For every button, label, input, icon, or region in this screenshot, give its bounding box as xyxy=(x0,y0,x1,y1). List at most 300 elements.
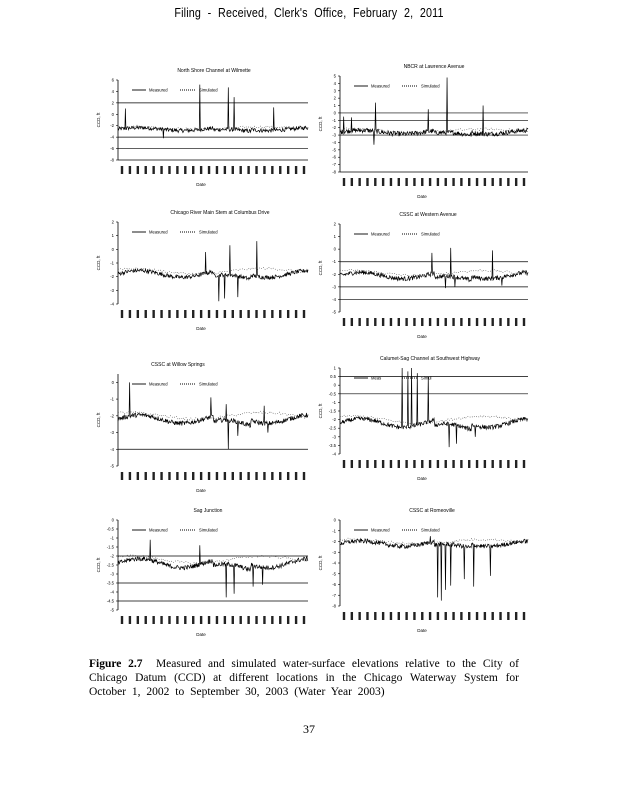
x-tick-label xyxy=(271,310,273,318)
y-tick-label: -2 xyxy=(110,553,114,559)
y-tick-label: 1 xyxy=(333,365,336,371)
x-tick-label xyxy=(168,310,170,318)
y-tick-label: -2.5 xyxy=(328,425,336,431)
legend-measured-label: Meas xyxy=(371,375,382,381)
x-tick-label xyxy=(421,178,423,186)
x-tick-label xyxy=(366,318,368,326)
x-tick-label xyxy=(232,166,234,174)
y-tick-label: 2 xyxy=(333,221,336,227)
x-tick-label xyxy=(413,318,415,326)
y-tick-label: 0 xyxy=(111,111,114,117)
y-tick-label: -4 xyxy=(332,139,336,145)
x-tick-label xyxy=(445,460,447,468)
legend-simulated-label: Simulated xyxy=(421,83,440,89)
x-tick-label xyxy=(374,318,376,326)
x-tick-label xyxy=(239,166,241,174)
x-tick-label xyxy=(271,472,273,480)
x-tick-label xyxy=(247,472,249,480)
y-axis-label: CCD, ft xyxy=(318,260,323,276)
x-tick-label xyxy=(343,460,345,468)
y-tick-label: -4.5 xyxy=(106,598,114,604)
x-tick-label xyxy=(429,612,431,620)
x-tick-label xyxy=(358,318,360,326)
x-tick-label xyxy=(303,166,305,174)
x-tick-label xyxy=(239,472,241,480)
y-tick-label: -5 xyxy=(110,463,114,469)
x-tick-label xyxy=(398,460,400,468)
y-tick-label: -8 xyxy=(332,169,336,175)
y-tick-label: 0 xyxy=(333,517,336,523)
x-axis-label: Date xyxy=(196,326,206,331)
x-axis-label: Date xyxy=(417,334,427,339)
x-axis-label: Date xyxy=(196,632,206,637)
chart-panel-3 xyxy=(96,210,308,331)
y-tick-label: -5 xyxy=(332,571,336,577)
x-tick-label xyxy=(382,460,384,468)
x-tick-label xyxy=(168,616,170,624)
legend-simulated-label: Simul xyxy=(421,375,432,381)
y-tick-label: -3 xyxy=(332,284,336,290)
x-tick-label xyxy=(176,166,178,174)
x-tick-label xyxy=(374,612,376,620)
x-tick-label xyxy=(129,616,131,624)
x-tick-label xyxy=(224,310,226,318)
y-tick-label: 1 xyxy=(333,234,336,240)
legend-measured-label: Measured xyxy=(371,527,390,533)
x-tick-label xyxy=(152,616,154,624)
legend-simulated-label: Simulated xyxy=(199,381,218,387)
chart-title: CSSC at Romeoville xyxy=(409,508,455,514)
x-tick-label xyxy=(491,612,493,620)
page-number: 37 xyxy=(303,722,315,736)
x-tick-label xyxy=(168,166,170,174)
x-tick-label xyxy=(484,318,486,326)
y-tick-label: -4 xyxy=(332,296,336,302)
x-tick-label xyxy=(366,612,368,620)
y-tick-label: -5 xyxy=(332,309,336,315)
y-tick-label: -1 xyxy=(110,535,114,541)
y-tick-label: 0 xyxy=(333,382,336,388)
x-tick-label xyxy=(129,310,131,318)
x-tick-label xyxy=(145,166,147,174)
x-tick-label xyxy=(499,318,501,326)
chart-title: NBCR at Lawrence Avenue xyxy=(403,64,465,70)
x-tick-label xyxy=(137,166,139,174)
y-tick-label: -2 xyxy=(332,417,336,423)
x-tick-label xyxy=(390,318,392,326)
y-tick-label: -0.5 xyxy=(106,526,114,532)
y-tick-label: -1 xyxy=(110,396,114,402)
x-tick-label xyxy=(200,310,202,318)
y-tick-label: -8 xyxy=(332,603,336,609)
x-tick-label xyxy=(303,310,305,318)
x-tick-label xyxy=(121,616,123,624)
x-tick-label xyxy=(343,178,345,186)
x-axis-label: Date xyxy=(196,488,206,493)
x-axis-label: Date xyxy=(417,194,427,199)
y-tick-label: -4 xyxy=(110,301,114,307)
y-tick-label: -2 xyxy=(332,271,336,277)
page-header: Filing - Received, Clerk's Office, February 2, 2011 xyxy=(174,6,444,20)
x-tick-label xyxy=(491,178,493,186)
y-tick-label: -8 xyxy=(110,157,114,163)
x-tick-label xyxy=(507,460,509,468)
x-tick-label xyxy=(491,318,493,326)
x-tick-label xyxy=(287,616,289,624)
x-tick-label xyxy=(129,166,131,174)
x-tick-label xyxy=(295,616,297,624)
x-tick-label xyxy=(232,472,234,480)
x-tick-label xyxy=(523,612,525,620)
y-tick-label: 0 xyxy=(111,379,114,385)
x-tick-label xyxy=(239,310,241,318)
x-tick-label xyxy=(184,166,186,174)
x-tick-label xyxy=(232,616,234,624)
x-tick-label xyxy=(152,166,154,174)
x-tick-label xyxy=(499,460,501,468)
x-tick-label xyxy=(507,318,509,326)
x-tick-label xyxy=(343,318,345,326)
x-tick-label xyxy=(523,460,525,468)
y-tick-label: 4 xyxy=(111,88,114,94)
x-tick-label xyxy=(452,178,454,186)
chart-title: Calumet-Sag Channel at Southwest Highway xyxy=(379,356,481,362)
y-tick-label: -1 xyxy=(110,260,114,266)
x-tick-label xyxy=(437,460,439,468)
legend-measured-label: Measured xyxy=(371,231,390,237)
x-tick-label xyxy=(208,472,210,480)
x-tick-label xyxy=(421,318,423,326)
y-tick-label: 0 xyxy=(111,246,114,252)
x-tick-label xyxy=(523,178,525,186)
legend-simulated-label: Simulated xyxy=(421,527,440,533)
series-measured xyxy=(340,368,528,447)
x-tick-label xyxy=(476,612,478,620)
x-tick-label xyxy=(255,616,257,624)
y-tick-label: 0.5 xyxy=(330,374,336,380)
x-tick-label xyxy=(255,472,257,480)
x-tick-label xyxy=(216,616,218,624)
y-tick-label: -1 xyxy=(332,117,336,123)
x-tick-label xyxy=(343,612,345,620)
y-axis-label: CCD, ft xyxy=(96,255,101,271)
series-measured xyxy=(118,382,308,449)
y-tick-label: -4 xyxy=(110,134,114,140)
x-tick-label xyxy=(184,616,186,624)
y-tick-label: -3 xyxy=(332,549,336,555)
y-tick-label: -1 xyxy=(332,259,336,265)
series-measured xyxy=(118,241,308,301)
figure-label: Figure 2.7 xyxy=(89,658,143,670)
x-tick-label xyxy=(160,472,162,480)
y-tick-label: -2 xyxy=(110,274,114,280)
x-tick-label xyxy=(358,612,360,620)
legend-measured-label: Measured xyxy=(149,527,168,533)
x-tick-label xyxy=(255,166,257,174)
x-tick-label xyxy=(515,178,517,186)
x-tick-label xyxy=(452,318,454,326)
x-tick-label xyxy=(224,166,226,174)
x-tick-label xyxy=(160,310,162,318)
x-tick-label xyxy=(460,460,462,468)
x-tick-label xyxy=(279,166,281,174)
x-tick-label xyxy=(247,166,249,174)
figure-caption xyxy=(89,657,519,699)
x-tick-label xyxy=(468,460,470,468)
y-tick-label: 2 xyxy=(333,95,336,101)
chart-title: Chicago River Main Stem at Columbus Drive xyxy=(170,210,270,216)
x-tick-label xyxy=(429,178,431,186)
y-tick-label: -3 xyxy=(110,430,114,436)
x-tick-label xyxy=(216,472,218,480)
x-tick-label xyxy=(224,616,226,624)
x-tick-label xyxy=(476,318,478,326)
x-tick-label xyxy=(176,472,178,480)
x-tick-label xyxy=(429,460,431,468)
y-tick-label: -1.5 xyxy=(328,408,336,414)
x-tick-label xyxy=(460,612,462,620)
x-tick-label xyxy=(382,318,384,326)
x-tick-label xyxy=(398,178,400,186)
x-tick-label xyxy=(232,310,234,318)
x-tick-label xyxy=(405,460,407,468)
x-tick-label xyxy=(184,472,186,480)
legend-simulated-label: Simulated xyxy=(199,87,218,93)
chart-panel-1 xyxy=(96,68,308,187)
x-tick-label xyxy=(160,616,162,624)
y-tick-label: -1.5 xyxy=(106,544,114,550)
y-tick-label: -2.5 xyxy=(106,562,114,568)
x-tick-label xyxy=(476,460,478,468)
y-tick-label: -4 xyxy=(332,451,336,457)
x-tick-label xyxy=(374,178,376,186)
x-tick-label xyxy=(382,178,384,186)
x-tick-label xyxy=(413,178,415,186)
x-tick-label xyxy=(208,616,210,624)
y-tick-label: -4 xyxy=(110,589,114,595)
x-tick-label xyxy=(303,616,305,624)
y-tick-label: 0 xyxy=(333,246,336,252)
x-tick-label xyxy=(484,612,486,620)
x-tick-label xyxy=(176,310,178,318)
y-axis-label: CCD, ft xyxy=(96,112,101,128)
x-tick-label xyxy=(295,166,297,174)
x-tick-label xyxy=(366,178,368,186)
x-tick-label xyxy=(452,460,454,468)
chart-title: CSSC at Willow Springs xyxy=(151,362,205,368)
y-tick-label: 6 xyxy=(111,77,114,83)
x-tick-label xyxy=(429,318,431,326)
x-tick-label xyxy=(121,310,123,318)
x-tick-label xyxy=(351,612,353,620)
series-measured xyxy=(340,248,528,288)
y-tick-label: 3 xyxy=(333,88,336,94)
chart-title: North Shore Channel at Wilmette xyxy=(177,68,251,74)
y-tick-label: -3 xyxy=(110,571,114,577)
x-tick-label xyxy=(279,616,281,624)
chart-panel-7 xyxy=(96,508,308,637)
y-tick-label: -2 xyxy=(332,125,336,131)
x-tick-label xyxy=(263,472,265,480)
figure-caption-text: Measured and simulated water-surface elevations relative to the City of Chicago Datum (CCD) at different locations in the Chicago Waterway System for October 1, 2002 to September 30, 2003 (Water Year 2003) xyxy=(89,658,520,698)
chart-panel-5 xyxy=(96,362,308,493)
x-tick-label xyxy=(413,612,415,620)
x-tick-label xyxy=(507,178,509,186)
x-tick-label xyxy=(295,472,297,480)
legend-measured-label: Measured xyxy=(149,381,168,387)
x-tick-label xyxy=(192,616,194,624)
x-tick-label xyxy=(460,318,462,326)
x-tick-label xyxy=(507,612,509,620)
y-tick-label: -6 xyxy=(332,154,336,160)
x-tick-label xyxy=(476,178,478,186)
x-tick-label xyxy=(358,460,360,468)
x-tick-label xyxy=(468,318,470,326)
x-tick-label xyxy=(437,318,439,326)
y-tick-label: 5 xyxy=(333,73,336,79)
chart-panel-8 xyxy=(318,508,528,633)
x-tick-label xyxy=(468,178,470,186)
x-tick-label xyxy=(137,310,139,318)
y-tick-label: -5 xyxy=(110,607,114,613)
chart-title: Sag Junction xyxy=(193,508,223,514)
x-tick-label xyxy=(200,472,202,480)
x-tick-label xyxy=(523,318,525,326)
y-tick-label: 2 xyxy=(111,219,114,225)
x-tick-label xyxy=(145,472,147,480)
x-tick-label xyxy=(351,178,353,186)
x-tick-label xyxy=(295,310,297,318)
x-tick-label xyxy=(287,472,289,480)
series-measured xyxy=(340,536,528,601)
x-tick-label xyxy=(390,178,392,186)
x-tick-label xyxy=(247,310,249,318)
x-tick-label xyxy=(137,616,139,624)
x-tick-label xyxy=(263,310,265,318)
x-tick-label xyxy=(121,472,123,480)
x-tick-label xyxy=(160,166,162,174)
x-tick-label xyxy=(279,310,281,318)
x-tick-label xyxy=(452,612,454,620)
x-tick-label xyxy=(255,310,257,318)
y-tick-label: -1 xyxy=(332,528,336,534)
y-tick-label: -3 xyxy=(332,132,336,138)
y-tick-label: -6 xyxy=(110,146,114,152)
x-tick-label xyxy=(484,178,486,186)
x-tick-label xyxy=(200,616,202,624)
x-tick-label xyxy=(192,310,194,318)
x-tick-label xyxy=(445,318,447,326)
x-tick-label xyxy=(491,460,493,468)
x-tick-label xyxy=(366,460,368,468)
x-tick-label xyxy=(287,310,289,318)
x-tick-label xyxy=(121,166,123,174)
y-tick-label: -5 xyxy=(332,147,336,153)
x-tick-label xyxy=(279,472,281,480)
legend-simulated-label: Simulated xyxy=(199,527,218,533)
legend-measured-label: Measured xyxy=(371,83,390,89)
x-tick-label xyxy=(390,612,392,620)
y-axis-label: CCD, ft xyxy=(96,412,101,428)
x-tick-label xyxy=(437,178,439,186)
x-tick-label xyxy=(468,612,470,620)
x-tick-label xyxy=(152,310,154,318)
y-tick-label: 4 xyxy=(333,80,336,86)
x-tick-label xyxy=(184,310,186,318)
legend-simulated-label: Simulated xyxy=(421,231,440,237)
x-tick-label xyxy=(390,460,392,468)
x-tick-label xyxy=(216,166,218,174)
x-tick-label xyxy=(287,166,289,174)
y-tick-label: -6 xyxy=(332,582,336,587)
x-tick-label xyxy=(303,472,305,480)
x-tick-label xyxy=(145,616,147,624)
chart-title: CSSC at Western Avenue xyxy=(399,212,457,218)
x-tick-label xyxy=(421,612,423,620)
chart-panel-6 xyxy=(318,356,528,481)
x-tick-label xyxy=(192,166,194,174)
y-tick-label: -7 xyxy=(332,162,336,168)
y-axis-label: CCD, ft xyxy=(318,403,323,419)
x-tick-label xyxy=(499,178,501,186)
x-axis-label: Date xyxy=(417,476,427,481)
x-tick-label xyxy=(374,460,376,468)
x-tick-label xyxy=(152,472,154,480)
x-tick-label xyxy=(271,166,273,174)
y-tick-label: 0 xyxy=(111,517,114,523)
x-tick-label xyxy=(192,472,194,480)
legend-simulated-label: Simulated xyxy=(199,229,218,235)
x-tick-label xyxy=(168,472,170,480)
x-tick-label xyxy=(271,616,273,624)
y-tick-label: 2 xyxy=(111,100,114,106)
x-tick-label xyxy=(176,616,178,624)
x-tick-label xyxy=(200,166,202,174)
x-tick-label xyxy=(515,612,517,620)
y-tick-label: 0 xyxy=(333,110,336,116)
x-tick-label xyxy=(405,318,407,326)
x-tick-label xyxy=(208,166,210,174)
x-tick-label xyxy=(398,612,400,620)
y-tick-label: -4 xyxy=(110,446,114,452)
y-tick-label: -7 xyxy=(332,592,336,598)
x-tick-label xyxy=(145,310,147,318)
x-tick-label xyxy=(208,310,210,318)
x-tick-label xyxy=(239,616,241,624)
x-tick-label xyxy=(445,178,447,186)
y-tick-label: -3.5 xyxy=(328,442,336,448)
x-tick-label xyxy=(515,318,517,326)
y-axis-label: CCD, ft xyxy=(318,116,323,132)
chart-panel-4 xyxy=(318,212,528,339)
x-tick-label xyxy=(263,166,265,174)
y-tick-label: 1 xyxy=(333,103,336,109)
y-tick-label: -2 xyxy=(110,413,114,419)
x-tick-label xyxy=(351,460,353,468)
x-tick-label xyxy=(247,616,249,624)
legend-measured-label: Measured xyxy=(149,229,168,235)
x-tick-label xyxy=(405,178,407,186)
y-tick-label: -1 xyxy=(332,399,336,405)
x-tick-label xyxy=(445,612,447,620)
y-tick-label: 1 xyxy=(111,233,114,239)
x-tick-label xyxy=(224,472,226,480)
x-tick-label xyxy=(351,318,353,326)
legend-measured-label: Measured xyxy=(149,87,168,93)
x-axis-label: Date xyxy=(196,182,206,187)
x-tick-label xyxy=(460,178,462,186)
x-tick-label xyxy=(137,472,139,480)
